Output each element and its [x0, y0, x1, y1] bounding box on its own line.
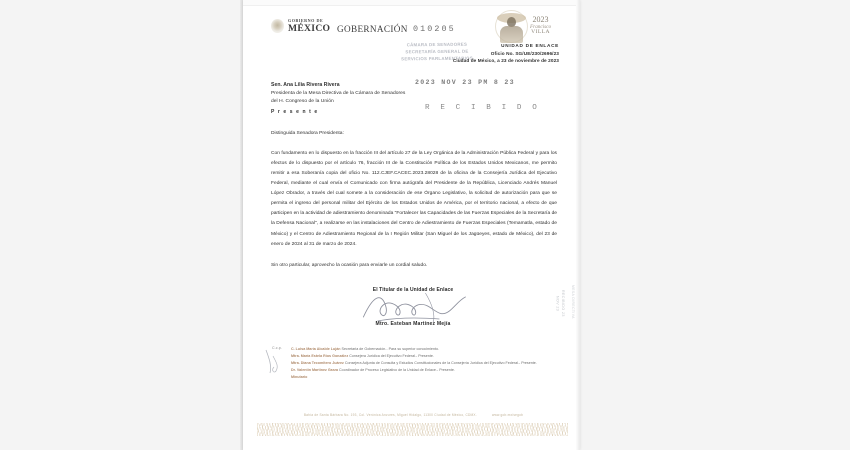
ccp-entry	[291, 353, 561, 360]
ccp-entry	[291, 346, 561, 353]
handwritten-signature-icon	[355, 291, 475, 323]
ccp-entry-detail: Coordinador de Proceso Legislativo de la Unidad de Enlace.- Presente.	[339, 367, 455, 372]
received-datetime-stamp: 2023 NOV 23 PM 8 23	[415, 79, 515, 86]
footer-url[interactable]: www.gob.mx/segob	[492, 413, 524, 417]
ccp-block	[265, 346, 561, 381]
commemorative-seal	[495, 6, 557, 46]
senate-stamp-line2: SECRETARÍA GENERAL DE	[405, 48, 469, 55]
decorative-guilloche-band	[257, 423, 568, 436]
dependency-name: GOBERNACIÓN	[337, 24, 408, 34]
body-copy	[265, 149, 561, 271]
senate-stamp-line1: CÁMARA DE SENADORES	[406, 41, 468, 48]
side-stamp-primary: RECIBIDO 23 NOV 23	[555, 290, 565, 318]
ccp-entry-name: C. Luisa María Alcalde Luján	[291, 346, 341, 351]
addressee-title-line-2: del H. Congreso de la Unión	[271, 99, 334, 105]
gobierno-de-mexico-logo	[271, 19, 330, 34]
document-page	[243, 0, 580, 450]
addressee-presente: P r e s e n t e	[271, 108, 319, 115]
addressee-block	[265, 81, 561, 123]
commemorative-year: 2023	[532, 15, 549, 25]
logo-gobierno-text: GOBIERNO DE	[288, 18, 324, 23]
backdrop-left	[0, 0, 243, 450]
addressee-name: Sen. Ana Lilia Rivera Rivera	[271, 82, 340, 88]
ccp-label: C.c.p.	[272, 345, 282, 350]
ccp-entry-name: Mtra. Diana Tecomitero Juárez	[291, 360, 344, 365]
ccp-entry-detail: Consejera Adjunta de Consulta y Estudios Constitucionales de la Consejería Jurídica del Ejecutivo Federal.- Presente.	[344, 360, 537, 365]
folio-stamp: 010205	[413, 24, 456, 34]
ccp-entry-name: Mtra. María Estela Ríos González	[291, 353, 349, 358]
ccp-entry	[291, 367, 561, 374]
recibido-stamp: R E C I B I D O	[425, 104, 540, 112]
sender-unit: UNIDAD DE ENLACE	[501, 43, 559, 48]
ccp-entry-detail: Secretaria de Gobernación.- Para su superior conocimiento.	[341, 346, 440, 351]
letterhead	[265, 0, 561, 62]
eagle-seal-icon	[271, 19, 284, 33]
sender-block	[453, 42, 559, 65]
backdrop-right	[580, 0, 850, 450]
place-and-date: Ciudad de México, a 23 de noviembre de 2023	[452, 58, 559, 64]
body-paragraph-2: Sin otro particular, aprovecho la ocasión para enviarle un cordial saludo.	[271, 262, 428, 268]
senate-stamp-line3: SERVICIOS PARLAMENTARIOS	[401, 55, 474, 62]
ccp-entry-name: Dr. Valentín Martínez Garza	[291, 367, 339, 372]
signature-title: El Titular de la Unidad de Enlace	[372, 286, 454, 293]
ccp-entry	[291, 360, 561, 367]
commemorative-first-name: Francisco	[530, 23, 552, 30]
commemorative-surname: VILLA	[531, 28, 550, 35]
oficio-number: Oficio No. SG/UE/230/2696/23	[490, 50, 559, 56]
footer-address: Bahía de Santa Bárbara No. 193, Col. Verónica Anzures, Miguel Hidalgo, 11300 Ciudad de México, CDMX.	[303, 413, 477, 417]
ccp-entry-detail: Consejera Jurídica del Ejecutivo Federal.- Presente.	[349, 353, 434, 358]
body-paragraph-1: Con fundamento en lo dispuesto en la fracción III del artículo 27 de la Ley Orgánica de la Administración Pública Federal y para los efectos de lo dispuesto por el artículo 76, fracción III de la Constitución Política de los Estados Unidos Mexicanos, me permito remitir a esa Soberanía copia del oficio No. 112.CJEF.CACEC.2023.28028 de la oficina de la Consejería Jurídica del Ejecutivo Federal, mediante el cual envía el Comunicado con firma autógrafa del Presidente de la República, Licenciado Andrés Manuel López Obrador, a través del cual somete a la consideración de ese Órgano Legislativo, la solicitud de autorización para que se permita el ingreso del personal militar del Ejército de los Estados Unidos de América, por el territorio nacional, a efecto de que participen en la actividad de adiestramiento denominada "Fortalecer las Capacidades de las Fuerzas Especiales de la Secretaría de la Defensa Nacional", a realizarse en las instalaciones del Centro de Adiestramiento de Fuerzas Especiales (Temamatla, estado de México) y el Centro de Adiestramiento Regional de la I Región Militar (San Miguel de los Jagüeyes, estado de México), del 23 de enero de 2024 al 31 de marzo de 2024.	[271, 151, 557, 247]
signatory-name: Mtro. Esteban Martínez Mejía	[375, 320, 451, 327]
addressee-title-line-1: Presidenta de la Mesa Directiva de la Cámara de Senadores	[271, 90, 406, 96]
signature-block	[265, 284, 575, 327]
side-stamp-secondary: MESA DIRECTIVA	[571, 284, 575, 319]
francisco-villa-portrait-icon	[495, 8, 528, 45]
minutario-label: Minutario	[291, 374, 308, 379]
logo-mexico-text: MÉXICO	[288, 23, 331, 35]
footer	[265, 413, 562, 417]
salutation: Distinguida Senadora Presidenta:	[271, 131, 344, 136]
